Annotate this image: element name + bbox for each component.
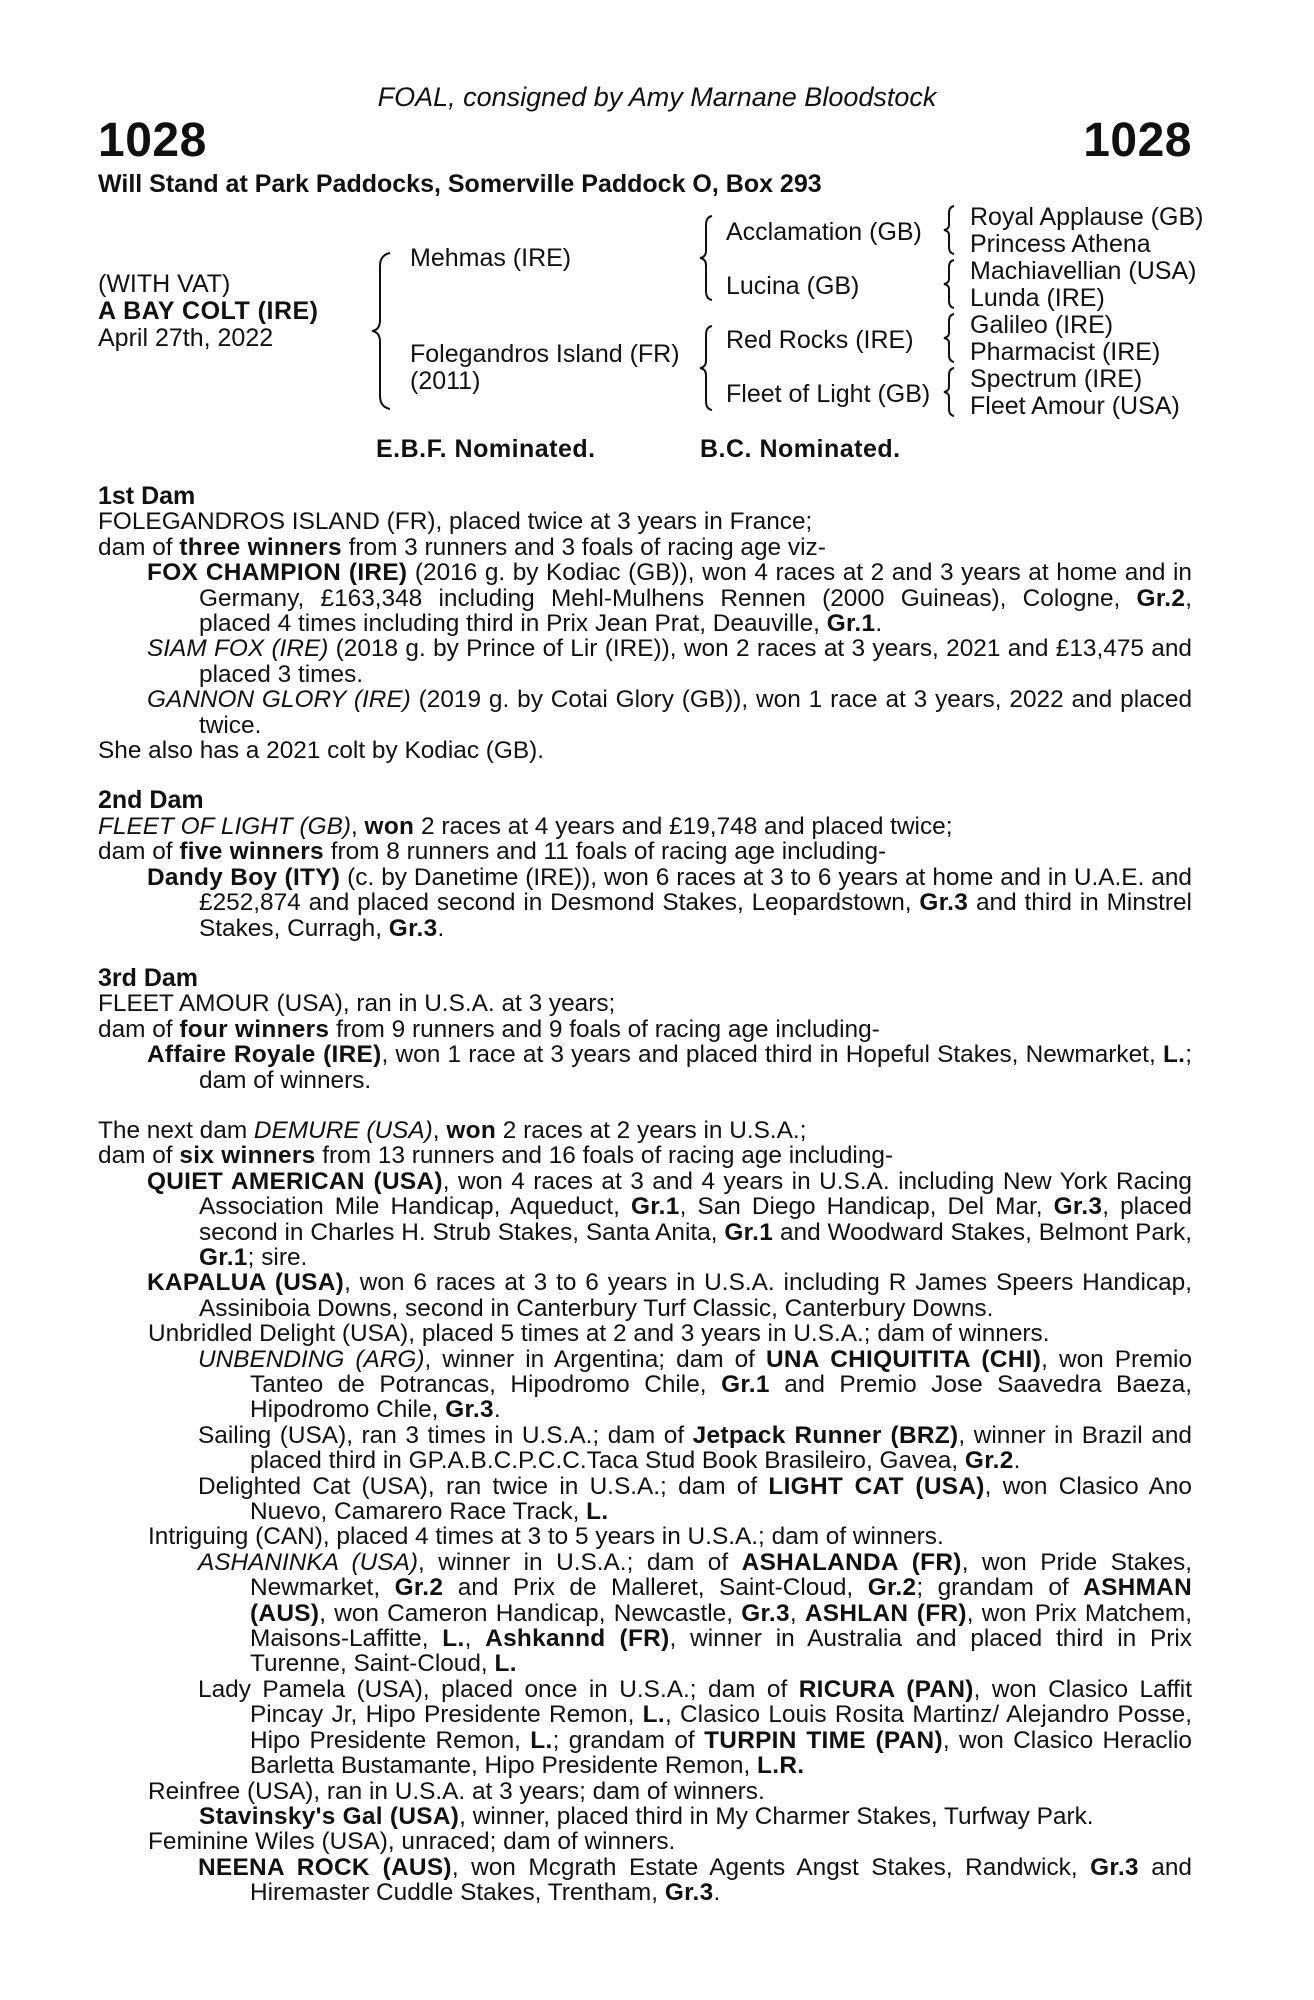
list-item: Unbridled Delight (USA), placed 5 times at 2 and 3 years in U.S.A.; dam of winners. <box>148 1320 1050 1348</box>
gen3-brace-1 <box>942 205 956 255</box>
third-dam-summary: FLEET AMOUR (USA), ran in U.S.A. at 3 years; <box>98 990 616 1018</box>
sd-dam: Lunda (IRE) <box>970 284 1105 312</box>
third-dam-produce: dam of four winners from 9 runners and 9 foals of racing age including- <box>98 1015 880 1043</box>
ebf-nominated: E.B.F. Nominated. <box>376 435 596 463</box>
produce-record <box>98 484 1192 1906</box>
sd-sire: Machiavellian (USA) <box>970 257 1197 285</box>
second-dam-produce: dam of five winners from 8 runners and 11 foals of racing age including- <box>98 838 887 866</box>
list-item: Dandy Boy (ITY) (c. by Danetime (IRE)), won 6 races at 3 to 6 years at home and in U.A.E. and £252,874 and placed second in Desmond Stakes, Leopardstown, Gr.3 and third in Minstrel Stakes, Curragh, Gr.3. <box>147 863 1192 942</box>
second-dam-heading: 2nd Dam <box>98 786 204 815</box>
list-item: GANNON GLORY (IRE) (2019 g. by Cotai Glory (GB)), won 1 race at 3 years, 2022 and placed twice. <box>147 686 1193 739</box>
list-item: NEENA ROCK (AUS), won Mcgrath Estate Agents Angst Stakes, Randwick, Gr.3 and Hiremaster Cuddle Stakes, Trentham, Gr.3. <box>198 1853 1192 1907</box>
horse-dob: April 27th, 2022 <box>98 324 274 352</box>
list-item: Feminine Wiles (USA), unraced; dam of winners. <box>148 1828 676 1856</box>
list-item: Delighted Cat (USA), ran twice in U.S.A.; dam of LIGHT CAT (USA), won Clasico Ano Nuevo, Camarero Race Track, L. <box>198 1472 1192 1526</box>
list-item: FOX CHAMPION (IRE) (2016 g. by Kodiac (GB)), won 4 races at 2 and 3 years at home and in Germany, £163,348 including Mehl-Mulhens Rennen (2000 Guineas), Cologne, Gr.2, placed 4 times including third in Prix Jean Prat, Deauville, Gr.1. <box>147 559 1192 638</box>
first-dam-summary: FOLEGANDROS ISLAND (FR), placed twice at 3 years in France; <box>98 508 813 536</box>
dd-dam: Fleet Amour (USA) <box>970 392 1180 420</box>
dam-sire: Red Rocks (IRE) <box>726 326 914 354</box>
stand-location: Will Stand at Park Paddocks, Somerville Paddock O, Box 293 <box>98 170 822 198</box>
list-item: QUIET AMERICAN (USA), won 4 races at 3 and 4 years in U.S.A. including New York Racing Association Mile Handicap, Aqueduct, Gr.1, San Diego Handicap, Del Mar, Gr.3, placed second in Charles H. Strub Stakes, Santa Anita, Gr.1 and Woodward Stakes, Belmont Park, Gr.1; sire. <box>147 1167 1192 1271</box>
dam: Folegandros Island (FR) <box>410 340 680 368</box>
bc-nominated: B.C. Nominated. <box>700 435 901 463</box>
list-item: SIAM FOX (IRE) (2018 g. by Prince of Lir (IRE)), won 2 races at 3 years, 2021 and £13,475 and placed 3 times. <box>147 635 1192 688</box>
list-item: UNBENDING (ARG), winner in Argentina; dam of UNA CHIQUITITA (CHI), won Premio Tanteo de Potrancas, Hipodromo Chile, Gr.1 and Premio Jose Saavedra Baeza, Hipodromo Chile, Gr.3. <box>198 1345 1193 1424</box>
dam-brace <box>698 325 714 411</box>
gen3-brace-3 <box>942 313 956 363</box>
horse-name: A BAY COLT (IRE) <box>98 297 319 325</box>
dd-sire: Spectrum (IRE) <box>970 365 1143 393</box>
ss-sire: Royal Applause (GB) <box>970 203 1204 231</box>
list-item: Affaire Royale (IRE), won 1 race at 3 years and placed third in Hopeful Stakes, Newmarket, L.; dam of winners. <box>147 1041 1192 1094</box>
sire-sire: Acclamation (GB) <box>726 218 922 246</box>
dam-dam: Fleet of Light (GB) <box>726 380 931 408</box>
fourth-dam-produce: dam of six winners from 13 runners and 16 foals of racing age including- <box>98 1142 894 1170</box>
lot-number-right: 1028 <box>1083 114 1192 167</box>
third-dam-heading: 3rd Dam <box>98 963 199 992</box>
list-item: Sailing (USA), ran 3 times in U.S.A.; dam of Jetpack Runner (BRZ), winner in Brazil and placed third in GP.A.B.C.P.C.C.Taca Stud Book Brasileiro, Gavea, Gr.2. <box>198 1421 1192 1475</box>
sire-dam: Lucina (GB) <box>726 272 860 300</box>
list-item: Stavinsky's Gal (USA), winner, placed third in My Charmer Stakes, Turfway Park. <box>199 1802 1094 1830</box>
gen3-brace-4 <box>942 367 956 417</box>
vat-label: (WITH VAT) <box>98 270 231 298</box>
catalogue-subtitle: FOAL, consigned by Amy Marnane Bloodstock <box>377 82 937 112</box>
ds-sire: Galileo (IRE) <box>970 311 1114 339</box>
gen3-brace-2 <box>942 259 956 309</box>
list-item: Lady Pamela (USA), placed once in U.S.A.; dam of RICURA (PAN), won Clasico Laffit Pincay Jr, Hipo Presidente Remon, L., Clasico Louis Rosita Martinz/ Alejandro Posse, Hipo Presidente Remon, L.; grandam of TURPIN TIME (PAN), won Clasico Heraclio Barletta Bustamante, Hipo Presidente Remon, L.R. <box>198 1675 1192 1780</box>
sire: Mehmas (IRE) <box>410 244 572 272</box>
list-item: Intriguing (CAN), placed 4 times at 3 to 5 years in U.S.A.; dam of winners. <box>148 1523 944 1551</box>
dam-year: (2011) <box>410 367 481 395</box>
first-dam-heading: 1st Dam <box>98 482 196 510</box>
list-item: ASHANINKA (USA), winner in U.S.A.; dam of ASHALANDA (FR), won Pride Stakes, Newmarket, Gr.2 and Prix de Malleret, Saint-Cloud, Gr.2; grandam of ASHMAN (AUS), won Cameron Handicap, Newcastle, Gr.3, ASHLAN (FR), won Prix Matchem, Maisons-Laffitte, L., Ashkannd (FR), winner in Australia and placed third in Prix Turenne, Saint-Cloud, L. <box>198 1548 1193 1678</box>
ds-dam: Pharmacist (IRE) <box>970 338 1161 366</box>
sire-brace <box>698 215 714 301</box>
list-item: Reinfree (USA), ran in U.S.A. at 3 years; dam of winners. <box>148 1777 765 1805</box>
first-dam-produce: dam of three winners from 3 runners and 3 foals of racing age viz- <box>98 533 826 561</box>
first-dam-note: She also has a 2021 colt by Kodiac (GB). <box>98 737 545 765</box>
second-dam-summary: FLEET OF LIGHT (GB), won 2 races at 4 years and £19,748 and placed twice; <box>98 812 953 840</box>
list-item: KAPALUA (USA), won 6 races at 3 to 6 years in U.S.A. including R James Speers Handicap, Assiniboia Downs, second in Canterbury Turf Classic, Canterbury Downs. <box>147 1269 1192 1322</box>
ss-dam: Princess Athena <box>970 230 1151 258</box>
lot-number-left: 1028 <box>98 114 207 167</box>
fourth-dam-summary: The next dam DEMURE (USA), won 2 races at 2 years in U.S.A.; <box>98 1116 807 1144</box>
pedigree-brace <box>370 252 392 410</box>
